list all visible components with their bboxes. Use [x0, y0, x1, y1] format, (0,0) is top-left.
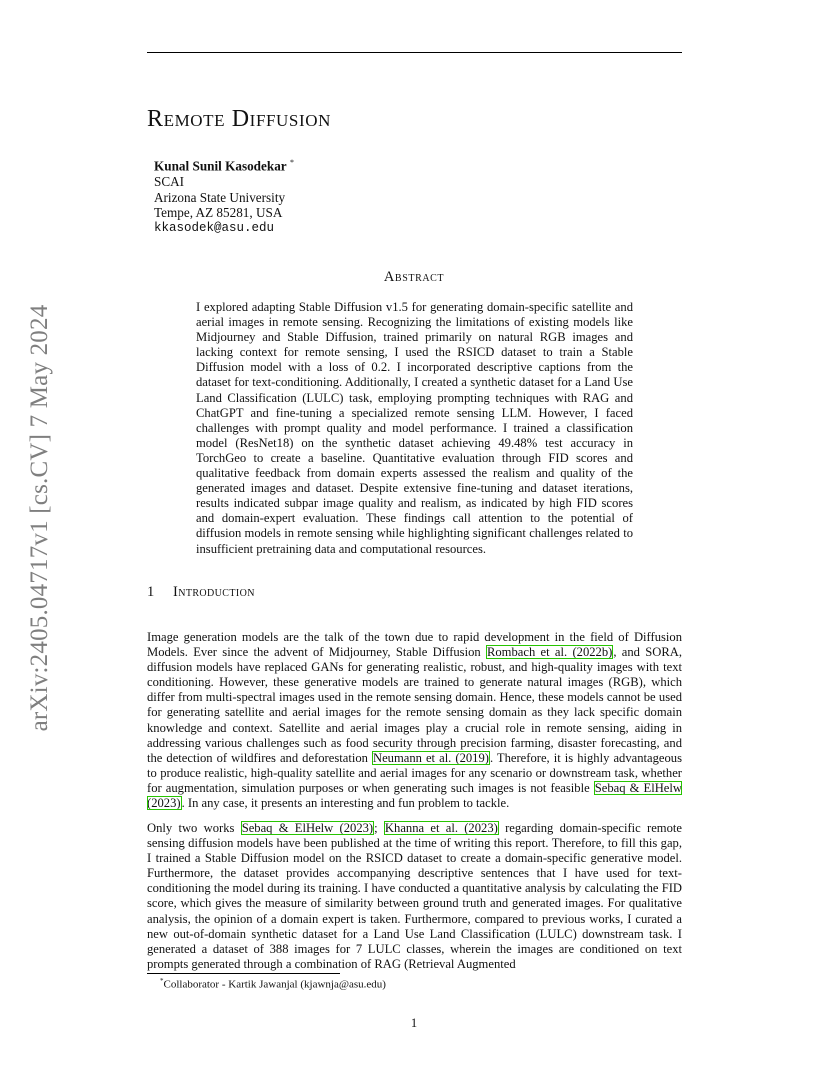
- citation-link-khanna[interactable]: Khanna et al. (2023): [384, 821, 498, 835]
- citation-link-rombach[interactable]: Rombach et al. (2022b): [486, 645, 613, 660]
- abstract-text: I explored adapting Stable Diffusion v1.5 for generating domain-specific satellite and aerial images in remote sensing. Recognizing the limitations of existing models like Midjourney and Stable Diffusion, trained primarily on natural RGB images and lacking context for remote sensing, I used the RSICD dataset to train a Stable Diffusion model with a loss of 0.2. I incorporated descriptive captions from the dataset for text-conditioning. Additionally, I created a synthetic dataset for a Land Use Land Classification (LULC) task, employing prompting techniques with RAG and ChatGPT and fine-tuning a specialized remote sensing LLM. However, I faced challenges with prompt quality and model performance. I trained a classification model (ResNet18) on the synthetic dataset achieving 49.48% test accuracy in TorchGeo to create a baseline. Quantitative evaluation through FID scores and qualitative feedback from domain experts assessed the realism and quality of the generated images and dataset. Despite extensive fine-tuning and dataset iterations, results indicated subpar image quality and realism, as indicated by high FID scores and domain-expert evaluation. These findings call attention to the potential of diffusion models in remote sensing while highlighting significant challenges related to insufficient pretraining data and computational resources.: [196, 300, 633, 556]
- intro-paragraph-1: [147, 630, 682, 811]
- author-name: Kunal Sunil Kasodekar: [154, 158, 287, 174]
- paragraph-text: Image generation models are the talk of the town due to rapid development in the field of Diffusion Models. Ever since the advent of Midjourney, Stable Diffusion: [147, 630, 682, 660]
- section-number: 1: [147, 584, 155, 600]
- section-heading-introduction: [147, 584, 255, 601]
- page-number: 1: [410, 1016, 418, 1030]
- intro-paragraph-2: [147, 821, 682, 971]
- paragraph-text: Only two works: [147, 821, 241, 835]
- paper-title: Remote Diffusion: [147, 106, 332, 132]
- author-affiliation-2: Arizona State University: [154, 189, 286, 205]
- footnote-mark: *: [160, 977, 164, 985]
- arxiv-identifier-stamp[interactable]: arXiv:2405.04717v1 [cs.CV] 7 May 2024: [26, 304, 53, 732]
- author-affiliation-1: SCAI: [154, 173, 185, 189]
- footnote-rule: [147, 973, 340, 974]
- author-address: Tempe, AZ 85281, USA: [154, 205, 283, 221]
- citation-link-sebaq[interactable]: Sebaq & ElHelw (2023): [147, 780, 682, 811]
- paragraph-text: . Therefore, it is highly advantageous to produce realistic, high-quality satellite and aerial images for any scenario or downstream task, whether for augmentation, simulation purposes or when generating such images is not feasible: [147, 750, 682, 795]
- paragraph-text: . In any case, it presents an interesting and fun problem to tackle.: [181, 796, 510, 811]
- citation-link-neumann[interactable]: Neumann et al. (2019): [372, 750, 489, 765]
- abstract-heading: Abstract: [383, 269, 445, 285]
- citation-link-sebaq[interactable]: Sebaq & ElHelw (2023): [241, 821, 374, 835]
- paragraph-text: regarding domain-specific remote sensing diffusion models have been published at the time of writing this report. Therefore, to fill this gap, I trained a Stable Diffusion model on the RSICD dataset to create a domain-specific generative model. Furthermore, the dataset provides accompanying descriptive sentences that I have used for text-conditioning the model during its training. I have conducted a quantitative analysis by calculating the FID score, which gives the measure of similarity between ground truth and generated images. For qualitative analysis, the opinion of a domain expert is taken. Furthermore, compared to previous works, I curated a new out-of-domain synthetic dataset for a Land Use Land Classification (LULC) downstream task. I generated a dataset of 388 images for 7 LULC classes, wherein the images are conditioned on text prompts generated through a combination of RAG (Retrieval Augmented: [147, 821, 682, 971]
- paragraph-text: , and SORA, diffusion models have replaced GANs for generating realistic, robust, and high-quality images with text conditioning. However, these generative models are trained to generate natural images (RGB), which differ from multi-spectral images used in the remote sensing domain. Hence, these models cannot be used for generating satellite and aerial images for the remote sensing domain as they lack specific domain knowledge and context. Satellite and aerial images play a crucial role in remote sensing, aiding in addressing various challenges such as food security through precision farming, disaster forecasting, and the detection of wildfires and deforestation: [147, 645, 682, 765]
- section-title: Introduction: [173, 584, 255, 600]
- author-email[interactable]: kkasodek@asu.edu: [154, 220, 275, 235]
- paragraph-text: ;: [374, 821, 384, 835]
- author-footnote-mark[interactable]: *: [289, 158, 294, 167]
- footnote-text: Collaborator - Kartik Jawanjal (kjawnja@asu.edu): [163, 978, 386, 991]
- footnote: [160, 977, 386, 991]
- author-block: [154, 155, 294, 236]
- header-rule: [147, 52, 682, 53]
